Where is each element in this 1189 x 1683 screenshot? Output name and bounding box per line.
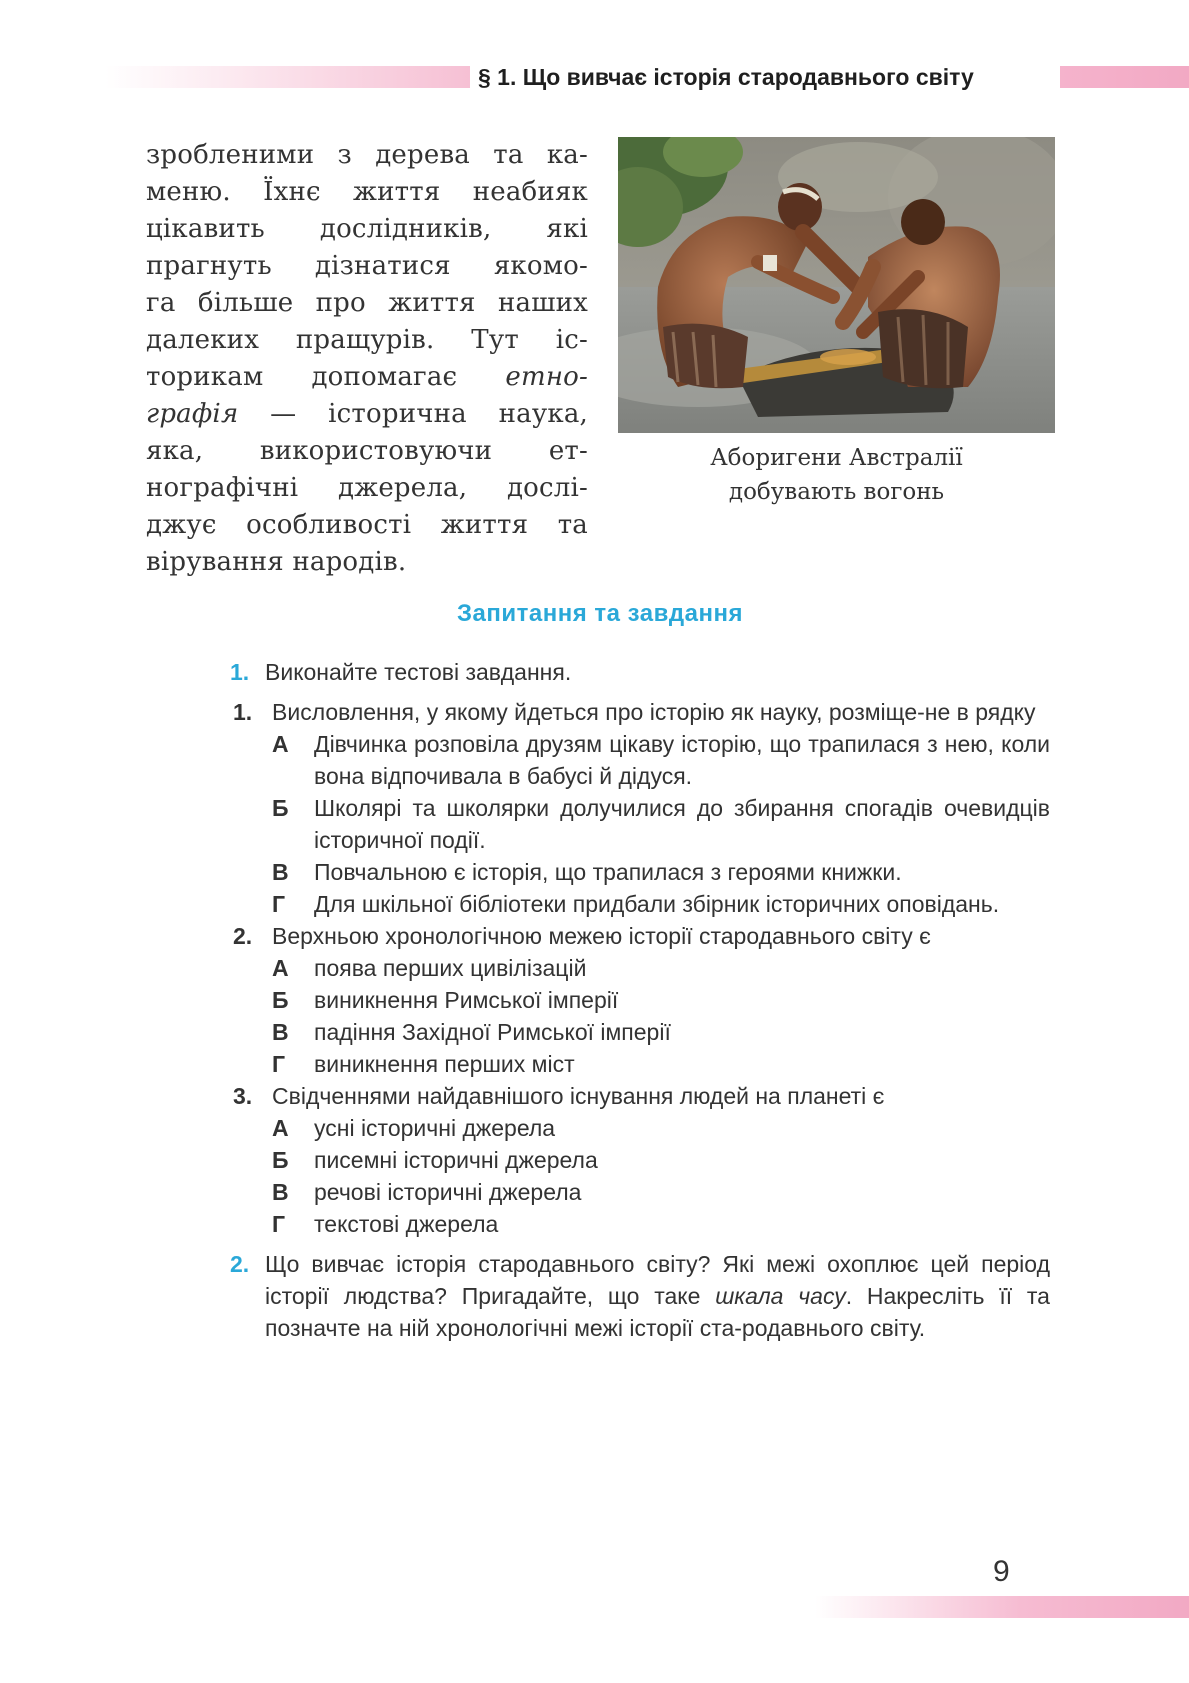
running-header-title: § 1. Що вивчає історія стародавнього світу bbox=[478, 64, 974, 90]
photo-aborigines-fire bbox=[618, 137, 1055, 433]
term-italic: етно- bbox=[505, 362, 588, 392]
answer-option bbox=[230, 856, 1050, 888]
text-line: нографічні джерела, дослі- bbox=[146, 473, 588, 503]
option-letter: Б bbox=[272, 1147, 289, 1173]
question-number: 1. bbox=[233, 699, 253, 725]
test-question bbox=[230, 696, 1050, 728]
option-text: текстові джерела bbox=[314, 1211, 499, 1237]
question-number: 2. bbox=[233, 923, 253, 949]
option-letter: Г bbox=[272, 1051, 286, 1077]
option-text: Для шкільної бібліотеки придбали збірник історичних оповідань. bbox=[314, 891, 1000, 917]
task-text: Виконайте тестові завдання. bbox=[265, 659, 572, 685]
photo-illustration bbox=[618, 137, 1055, 433]
photo-caption bbox=[618, 441, 1055, 509]
text-line: яка, використовуючи ет- bbox=[146, 436, 588, 466]
task-item bbox=[230, 1248, 1050, 1344]
text-line bbox=[146, 396, 588, 433]
text-line: джує особливості життя та bbox=[146, 510, 588, 540]
option-letter: В bbox=[272, 1019, 289, 1045]
option-text: Дівчинка розповіла друзям цікаву історію, що трапилася з нею, коли вона відпочивала в бабусі й дідуся. bbox=[314, 731, 1050, 789]
caption-line: добувають вогонь bbox=[728, 479, 945, 505]
option-letter: В bbox=[272, 1179, 289, 1205]
option-text: Школярі та школярки долучилися до збирання спогадів очевидців історичної події. bbox=[314, 795, 1050, 853]
option-letter: А bbox=[272, 731, 289, 757]
option-letter: Г bbox=[272, 1211, 286, 1237]
option-text: Повчальною є історія, що трапилася з героями книжки. bbox=[314, 859, 902, 885]
text-segment: торикам допомагає bbox=[146, 362, 458, 392]
text-segment: — історична наука, bbox=[238, 399, 588, 429]
option-letter: Б bbox=[272, 987, 289, 1013]
text-line bbox=[146, 359, 588, 396]
questions-list bbox=[230, 656, 1050, 1344]
footer-decor-band bbox=[815, 1596, 1189, 1618]
question-text: Верхньою хронологічною межею історії стародавнього світу є bbox=[272, 923, 931, 949]
task-item bbox=[230, 656, 1050, 688]
answer-option bbox=[230, 1208, 1050, 1240]
task-number: 2. bbox=[230, 1251, 250, 1277]
test-question bbox=[230, 1080, 1050, 1112]
header-decor-band-right bbox=[1060, 66, 1189, 88]
answer-option bbox=[230, 728, 1050, 792]
text-line: зробленими з дерева та ка- bbox=[146, 140, 588, 170]
answer-option bbox=[230, 1048, 1050, 1080]
header-decor-band-left bbox=[105, 66, 470, 88]
question-text: Висловлення, у якому йдеться про історію як науку, розміще-не в рядку bbox=[272, 699, 1036, 725]
answer-option bbox=[230, 888, 1050, 920]
task-text: Що вивчає історія стародавнього світу? Які межі охоплює цей період історії людства? Пригадайте, що таке bbox=[265, 1251, 1050, 1309]
answer-option bbox=[230, 1176, 1050, 1208]
option-text: усні історичні джерела bbox=[314, 1115, 556, 1141]
option-text: падіння Західної Римської імперії bbox=[314, 1019, 671, 1045]
option-text: поява перших цивілізацій bbox=[314, 955, 587, 981]
option-text: речові історичні джерела bbox=[314, 1179, 582, 1205]
text-line: га більше про життя наших bbox=[146, 288, 588, 318]
option-text: виникнення Римської імперії bbox=[314, 987, 619, 1013]
answer-option bbox=[230, 1144, 1050, 1176]
answer-option bbox=[230, 952, 1050, 984]
option-letter: Б bbox=[272, 795, 289, 821]
option-letter: Г bbox=[272, 891, 286, 917]
answer-option bbox=[230, 984, 1050, 1016]
text-line: меню. Їхнє життя неабияк bbox=[146, 177, 588, 207]
option-letter: В bbox=[272, 859, 289, 885]
page-number: 9 bbox=[993, 1555, 1010, 1588]
term-italic: шкала часу bbox=[715, 1283, 846, 1309]
option-text: писемні історичні джерела bbox=[314, 1147, 598, 1173]
term-italic: графія bbox=[146, 399, 239, 429]
caption-line: Аборигени Австралії bbox=[710, 445, 963, 471]
question-text: Свідченнями найдавнішого існування людей на планеті є bbox=[272, 1083, 885, 1109]
text-line: прагнуть дізнатися якомо- bbox=[146, 251, 588, 281]
option-letter: А bbox=[272, 1115, 289, 1141]
text-line: далеких пращурів. Тут іс- bbox=[146, 325, 588, 355]
option-text: виникнення перших міст bbox=[314, 1051, 575, 1077]
answer-option bbox=[230, 1112, 1050, 1144]
task-number: 1. bbox=[230, 659, 250, 685]
task-text: . Накресліть її та позначте на ній хронологічні межі історії ста-родавнього світу. bbox=[265, 1283, 1050, 1341]
answer-option bbox=[230, 792, 1050, 856]
answer-option bbox=[230, 1016, 1050, 1048]
option-letter: А bbox=[272, 955, 289, 981]
body-paragraph bbox=[146, 137, 588, 581]
text-line: вірування народів. bbox=[146, 547, 407, 577]
test-question bbox=[230, 920, 1050, 952]
text-line: цікавить дослідників, які bbox=[146, 214, 588, 244]
questions-heading: Запитання та завдання bbox=[457, 600, 743, 627]
question-number: 3. bbox=[233, 1083, 253, 1109]
